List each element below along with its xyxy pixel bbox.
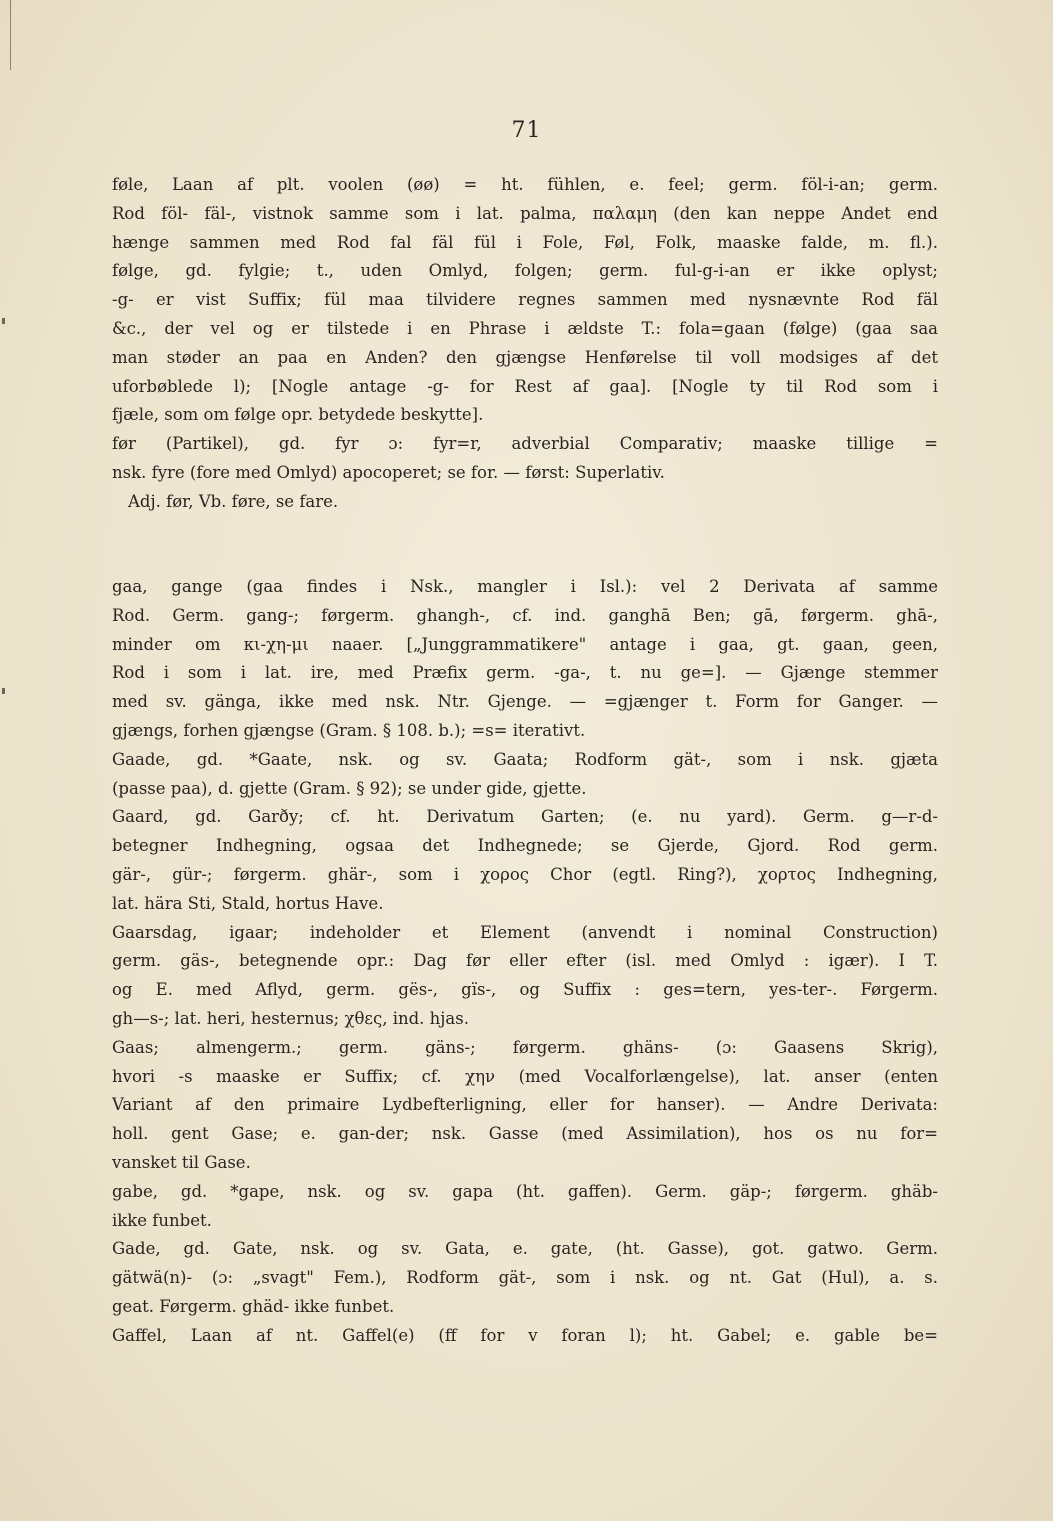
text-line: -g- er vist Suffix; fül maa tilvidere regnes sammen med nysnævnte Rod fäl: [112, 290, 938, 310]
entries-block-f: [112, 171, 938, 517]
text-line: Gaard, gd. Garðy; cf. ht. Derivatum Garten; (e. nu yard). Germ. g—r-d-: [112, 807, 938, 827]
text-line: geat. Førgerm. ghäd- ikke funbet.: [112, 1296, 395, 1316]
text-line: føle, Laan af plt. voolen (øø) = ht. fühlen, e. feel; germ. föl-i-an; germ.: [112, 175, 938, 194]
text-line: gätwä(n)- (ɔ: „svagt" Fem.), Rodform gät-, som i nsk. og nt. Gat (Hul), a. s.: [112, 1268, 938, 1288]
text-line: Gaarsdag, igaar; indeholder et Element (anvendt i nominal Construction): [112, 922, 938, 942]
text-line: før (Partikel), gd. fyr ɔ: fyr=r, adverbial Comparativ; maaske tillige =: [112, 434, 938, 454]
text-line: gaa, gange (gaa findes i Nsk., mangler i Isl.): vel 2 Derivata af samme: [112, 577, 938, 596]
page-number: 71: [511, 118, 542, 143]
text-line: Rod. Germ. gang-; førgerm. ghangh-, cf. ind. ganghā Ben; gā, førgerm. ghā-,: [112, 605, 938, 625]
text-line: gär-, gür-; førgerm. ghär-, som i χορος Chor (egtl. Ring?), χορτος Indhegning,: [112, 864, 938, 884]
entries-block-g: [112, 573, 938, 1351]
text-line: Gaade, gd. *Gaate, nsk. og sv. Gaata; Rodform gät-, som i nsk. gjæta: [112, 749, 938, 769]
text-line: fjæle, som om følge opr. betydede beskytte].: [112, 405, 484, 425]
text-line: og E. med Aflyd, germ. gës-, gïs-, og Suffix : ges=tern, yes-ter-. Førgerm.: [112, 980, 938, 1000]
text-line: uforbøblede l); [Nogle antage -g- for Rest af gaa]. [Nogle ty til Rod som i: [112, 376, 938, 396]
text-line: lat. hära Sti, Stald, hortus Have.: [112, 893, 384, 913]
text-line: Rod föl- fäl-, vistnok samme som i lat. palma, παλαμη (den kan neppe Andet end: [112, 203, 938, 223]
text-line: Rod i som i lat. ire, med Præfix germ. -ga-, t. nu ge=]. — Gjænge stemmer: [112, 663, 938, 683]
page-edge-line: [10, 0, 11, 70]
text-line: ikke funbet.: [112, 1210, 212, 1230]
text-line: med sv. gänga, ikke med nsk. Ntr. Gjenge. — =gjænger t. Form for Ganger. —: [112, 692, 938, 712]
text-line: (passe paa), d. gjette (Gram. § 92); se under gide, gjette.: [112, 778, 587, 798]
text-line: Adj. før, Vb. føre, se fare.: [128, 491, 339, 511]
text-line: hvori -s maaske er Suffix; cf. χην (med Vocalforlængelse), lat. anser (enten: [112, 1066, 938, 1086]
text-line: holl. gent Gase; e. gan-der; nsk. Gasse (med Assimilation), hos os nu for=: [112, 1124, 938, 1144]
text-line: germ. gäs-, betegnende opr.: Dag før eller efter (isl. med Omlyd : igær). I T.: [112, 951, 938, 971]
margin-tick: [2, 688, 5, 694]
text-line: minder om κι-χη-μι naaer. [„Junggrammatikere" antage i gaa, gt. gaan, geen,: [112, 634, 938, 654]
text-line: Gaas; almengerm.; germ. gäns-; førgerm. ghäns- (ɔ: Gaasens Skrig),: [112, 1037, 938, 1057]
text-line: Variant af den primaire Lydbefterligning, eller for hanser). — Andre Derivata:: [112, 1095, 938, 1115]
text-line: følge, gd. fylgie; t., uden Omlyd, folgen; germ. ful-g-i-an er ikke oplyst;: [112, 261, 938, 281]
text-line: gjængs, forhen gjængse (Gram. § 108. b.); =s= iterativt.: [112, 720, 586, 740]
text-line: nsk. fyre (fore med Omlyd) apocoperet; se for. — først: Superlativ.: [112, 462, 665, 482]
text-line: &c., der vel og er tilstede i en Phrase i ældste T.: fola=gaan (følge) (gaa saa: [112, 318, 938, 338]
text-line: gh—s-; lat. heri, hesternus; χθες, ind. hjas.: [112, 1008, 469, 1028]
text-line: man støder an paa en Anden? den gjængse Henførelse til voll modsiges af det: [112, 347, 938, 367]
text-line: Gaffel, Laan af nt. Gaffel(e) (ff for v foran l); ht. Gabel; e. gable be=: [112, 1325, 938, 1345]
text-line: hænge sammen med Rod fal fäl fül i Fole, Føl, Folk, maaske falde, m. fl.).: [112, 232, 938, 252]
text-line: vansket til Gase.: [112, 1152, 251, 1172]
text-line: Gade, gd. Gate, nsk. og sv. Gata, e. gate, (ht. Gasse), got. gatwo. Germ.: [112, 1239, 938, 1259]
margin-tick: [2, 318, 5, 324]
text-line: gabe, gd. *gape, nsk. og sv. gapa (ht. gaffen). Germ. gäp-; førgerm. ghäb-: [112, 1181, 938, 1201]
text-line: betegner Indhegning, ogsaa det Indhegnede; se Gjerde, Gjord. Rod germ.: [112, 836, 938, 856]
